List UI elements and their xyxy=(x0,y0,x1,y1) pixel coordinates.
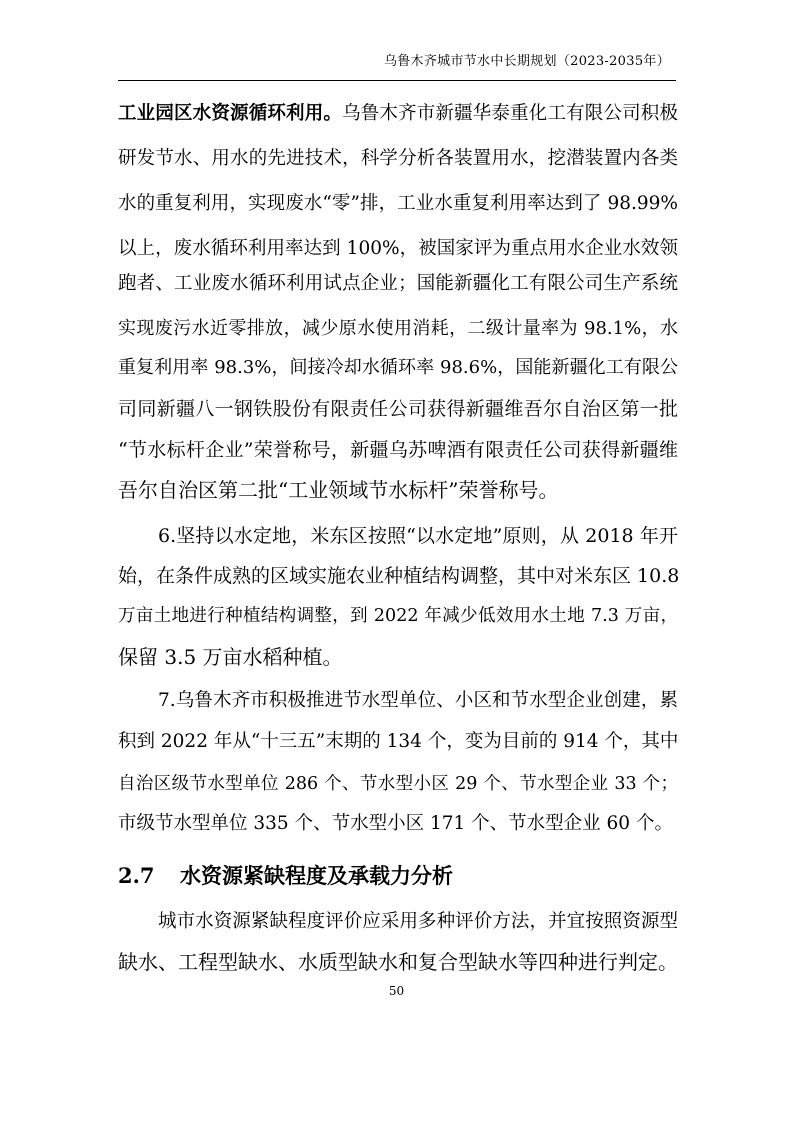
paragraph-line: 积到 2022 年从“十三五”末期的 134 个，变为目前的 914 个，其中 xyxy=(118,731,679,752)
paragraph-line: 城市水资源紧缺程度评价应采用多种评价方法，并宜按照资源型 xyxy=(158,911,678,932)
paragraph-line: 以上，废水循环利用率达到 100%，被国家评为重点用水企业水效领 xyxy=(118,238,678,259)
paragraph-line: 自治区级节水型单位 286 个、节水型小区 29 个、节水型企业 33 个； xyxy=(118,774,678,794)
section-number: 2.7 xyxy=(118,863,155,888)
paragraph-lead-heading: 工业园区水资源循环利用。 xyxy=(118,103,343,124)
paragraph-text: 乌鲁木齐市新疆华泰重化工有限公司积极 xyxy=(342,103,678,124)
paragraph-line: 7.乌鲁木齐市积极推进节水型单位、小区和节水型企业创建，累 xyxy=(158,690,678,711)
paragraph-line: 保留 3.5 万亩水稻种植。 xyxy=(118,645,343,669)
paragraph-line: 研发节水、用水的先进技术，科学分析各装置用水，挖潜装置内各类 xyxy=(118,148,678,169)
paragraph-line: 实现废污水近零排放，减少原水使用消耗，二级计量率为 98.1%，水 xyxy=(118,318,678,339)
paragraph-line xyxy=(118,96,678,132)
page-number: 50 xyxy=(388,984,405,998)
paragraph-line: 缺水、工程型缺水、水质型缺水和复合型缺水等四种进行判定。 xyxy=(118,950,678,974)
running-header-title: 乌鲁木齐城市节水中长期规划（2023-2035年） xyxy=(383,54,670,69)
paragraph-line: “节水标杆企业”荣誉称号，新疆乌苏啤酒有限责任公司获得新疆维 xyxy=(118,439,678,461)
header-divider xyxy=(118,80,676,81)
paragraph-line: 吾尔自治区第二批“工业领域节水标杆”荣誉称号。 xyxy=(118,478,559,502)
paragraph-line: 跑者、工业废水循环利用试点企业；国能新疆化工有限公司生产系统 xyxy=(118,273,678,294)
paragraph-line: 万亩土地进行种植结构调整，到 2022 年减少低效用水土地 7.3 万亩， xyxy=(118,606,678,626)
paragraph-line: 始，在条件成熟的区域实施农业种植结构调整，其中对米东区 10.8 xyxy=(118,565,680,587)
section-heading xyxy=(118,856,453,896)
paragraph-line: 市级节水型单位 335 个、节水型小区 171 个、节水型企业 60 个。 xyxy=(118,813,673,834)
paragraph-line: 重复利用率 98.3%，间接冷却水循环率 98.6%，国能新疆化工有限公 xyxy=(118,357,678,378)
section-title: 水资源紧缺程度及承载力分析 xyxy=(180,863,453,888)
paragraph-line: 水的重复利用，实现废水“零”排，工业水重复利用率达到了 98.99% xyxy=(118,193,678,214)
paragraph-line: 6.坚持以水定地，米东区按照“以水定地”原则，从 2018 年开 xyxy=(158,525,678,547)
paragraph-line: 司同新疆八一钢铁股份有限责任公司获得新疆维吾尔自治区第一批 xyxy=(118,398,678,420)
